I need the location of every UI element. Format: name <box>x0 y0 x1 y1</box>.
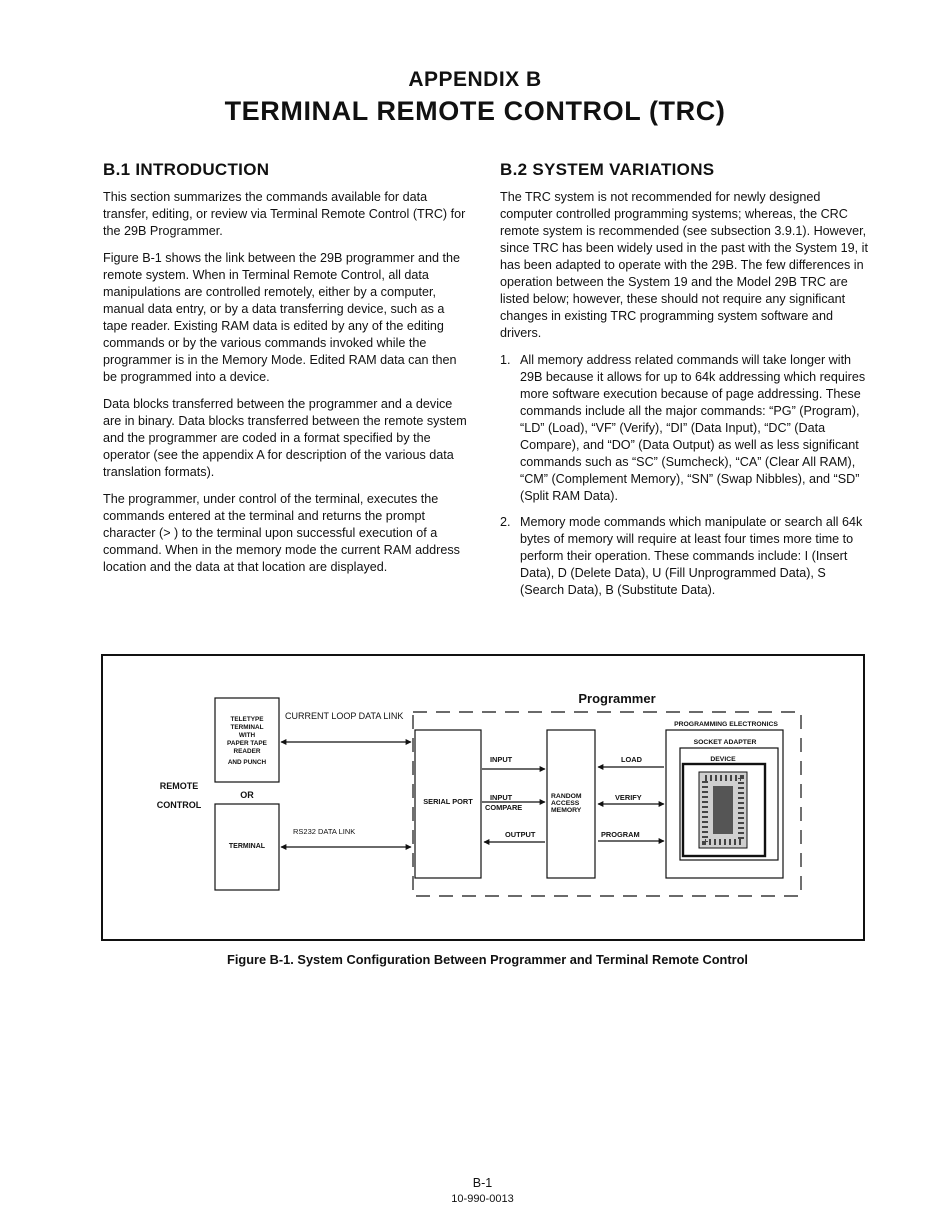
paragraph: Figure B-1 shows the link between the 29B programmer and the remote system. When in Terminal Remote Control, all data manipulations are controlled remotely, either by a computer, manual data entry, or by a data transferring device, such as a tape reader. Existing RAM data is edited by any of the editing commands or by the various commands invoked while the programmer is in the Memory Mode. Edited RAM data can then be programmed into a device. <box>103 251 461 384</box>
terminal-label: TERMINAL <box>228 843 266 850</box>
teletype-line: WITH <box>238 732 256 739</box>
programmer-label: Programmer <box>578 691 656 706</box>
variation-list <box>500 352 872 599</box>
paragraph: This section summarizes the commands available for data transfer, editing, or review via Terminal Remote Control (TRC) for the 29B Programmer. <box>103 190 466 238</box>
teletype-line: TERMINAL <box>230 724 264 731</box>
remote-label: REMOTE <box>159 781 199 791</box>
serial-port-label: SERIAL PORT <box>423 797 473 806</box>
section-system-variations <box>500 160 872 608</box>
ram-line: RANDOM <box>551 793 582 800</box>
load-label: LOAD <box>621 755 642 764</box>
output-label: OUTPUT <box>505 830 536 839</box>
verify-label: VERIFY <box>615 793 642 802</box>
page-title: TERMINAL REMOTE CONTROL (TRC) <box>224 96 726 126</box>
list-number: 1. <box>500 353 511 367</box>
section-heading: B.1 INTRODUCTION <box>103 160 270 179</box>
teletype-line: AND PUNCH <box>227 759 267 766</box>
figure-caption: Figure B-1. System Configuration Between Programmer and Terminal Remote Control <box>227 952 748 967</box>
paragraph: The TRC system is not recommended for newly designed computer controlled programming systems; whereas, the CRC remote system is recommended (see subsection 3.9.1). However, since TRC has been widely used in the past with the System 19, it has been adapted to operate with the 29B. The few differences in operation between the System 19 and the Model 29B TRC are listed below; however, these should not require any significant changes in existing TRC programming system software and drivers. <box>500 190 868 340</box>
ram-line: ACCESS <box>551 800 580 807</box>
teletype-line: TELETYPE <box>230 716 264 723</box>
ram-line: MEMORY <box>551 807 582 814</box>
device-label: DEVICE <box>710 756 736 763</box>
teletype-line: PAPER TAPE <box>227 740 267 747</box>
document-number: 10-990-0013 <box>451 1193 514 1205</box>
socket-adapter-label: SOCKET ADAPTER <box>693 739 757 746</box>
system-configuration-diagram <box>101 654 865 941</box>
page-number: B-1 <box>472 1176 493 1190</box>
list-item <box>500 352 872 505</box>
prog-electronics-label: PROGRAMMING ELECTRONICS <box>674 721 778 728</box>
list-item <box>500 514 872 599</box>
appendix-label: APPENDIX B <box>408 68 542 91</box>
current-loop-label: CURRENT LOOP DATA LINK <box>285 711 404 721</box>
input-compare-line: INPUT <box>490 793 513 802</box>
input-compare-line: COMPARE <box>485 803 523 812</box>
device-chip-core <box>713 786 733 834</box>
list-number: 2. <box>500 515 511 529</box>
or-label: OR <box>240 790 254 800</box>
input-label: INPUT <box>490 755 513 764</box>
paragraph: Data blocks transferred between the programmer and a device are in binary. Data blocks transferred between the remote system and the programmer are coded in a format specified by the operator (see the appendix A for description of the various data translation formats). <box>103 397 467 479</box>
list-text: Memory mode commands which manipulate or search all 64k bytes of memory will require at least four times more time to perform their operation. These commands include: I (Insert Data), D (Delete Data), U (Fill Unprogrammed Data), S (Search Data), B (Substitute Data). <box>520 515 863 597</box>
control-label: CONTROL <box>156 800 202 810</box>
section-introduction <box>103 160 471 586</box>
list-text: All memory address related commands will take longer with 29B because it allows for up to 64k addressing which requires more software execution because of page addressing. These commands include all the major commands: “PG” (Program), “LD” (Load), “VF” (Verify), “DI” (Data Input), “DC” (Data Compare), and “DO” (Data Output) as well as less significant commands such as “SC” (Sumcheck), “CA” (Clear All RAM), “CM” (Complement Memory), “SN” (Swap Nibbles), and “SD” (Split RAM Data). <box>520 353 866 503</box>
rs232-label: RS232 DATA LINK <box>293 827 356 836</box>
paragraph: The programmer, under control of the terminal, executes the commands entered at the terminal and returns the prompt character (> ) to the terminal upon successful execution of a command. When in the memory mode the current RAM address location and the data at that location are displayed. <box>103 492 460 574</box>
section-heading: B.2 SYSTEM VARIATIONS <box>500 160 715 179</box>
program-label: PROGRAM <box>601 830 640 839</box>
teletype-line: READER <box>233 748 261 755</box>
